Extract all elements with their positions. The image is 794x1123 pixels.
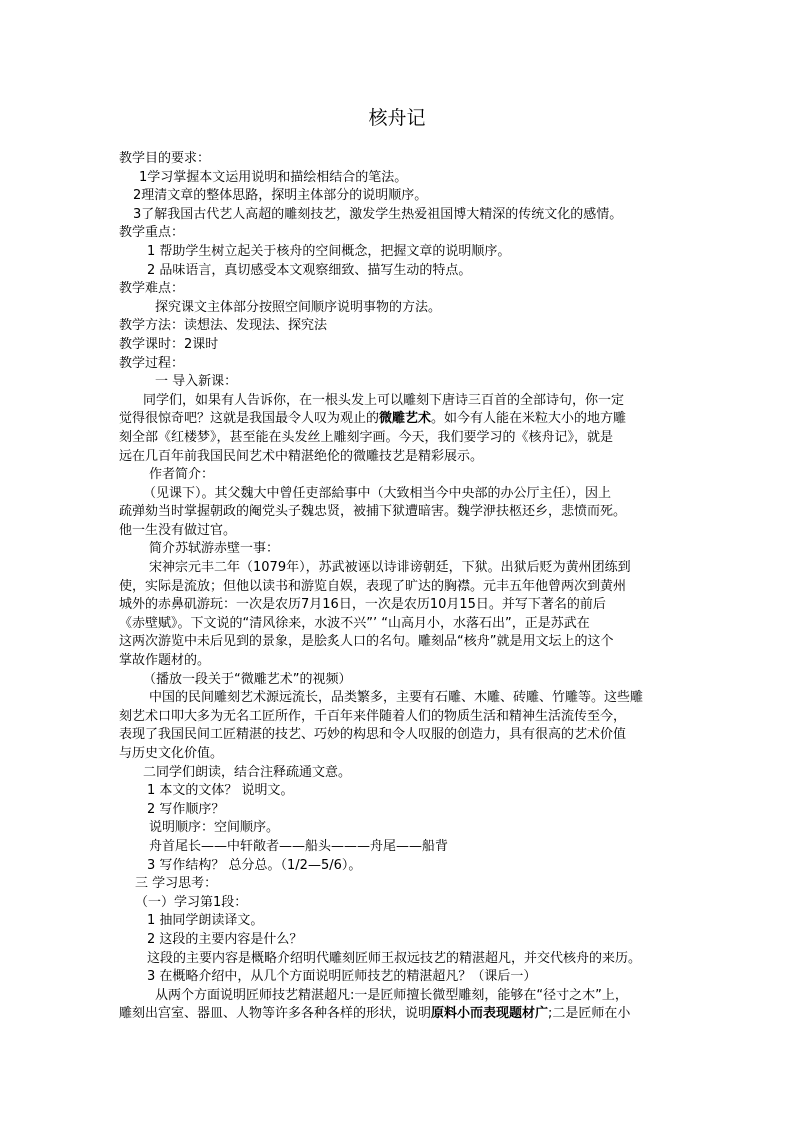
paragraph-line: （见课下）。其父魏大中曾任吏部給事中（大致相当今中央部的办公厅主任），因上 [143,485,612,501]
paragraph-line: 表现了我国民间工匠精湛的技艺、巧妙的构思和令人叹服的创造力，具有很高的艺术价值 [119,727,627,743]
question-item-1: 1 本文的文体？ 说明文。 [147,783,294,799]
bold-term: 微雕艺术 [379,411,432,427]
objective-item-2: 2理清文章的整体思路，探明主体部分的说明顺序。 [133,188,428,204]
paragraph-line: 刻艺术口叩大多为无名工匠所作，千百年来伴随着人们的物质生活和精神生活流传至今， [119,708,627,724]
paragraph-line: 使，实际是流放；但他以读书和游览自娱，表现了旷达的胸襟。元丰五年他曾两次到黄州 [119,578,627,594]
paragraph-line: 城外的赤鼻矶游玩：一次是农历7月16日，一次是农历10月15日。并写下著名的前后 [119,597,606,613]
paragraph-line: 与历史文化价值。 [119,746,224,761]
task-item-3: 3 在概略介绍中，从几个方面说明匠师技艺的精湛超凡？（课后一） [147,969,537,985]
subheading-paragraph-1: （一）学习第1段： [135,894,248,910]
section-heading-key-points: 教学重点： [119,225,185,241]
subheading-su-shi: 简介苏轼游赤壁一事： [149,541,280,557]
key-point-item-1: 1 帮助学生树立起关于核舟的空间概念，把握文章的说明顺序。 [147,243,511,259]
objective-item-1: 1学习掌握本文运用说明和描绘相结合的笔法。 [139,169,408,185]
paragraph-line: 觉得很惊奇吧？这就是我国最令人叹为观止的微雕艺术。如今有人能在米粒大小的地方雕 [119,411,627,427]
document-body [119,150,689,1024]
question-item-2: 2 写作顺序？ [147,801,225,817]
order-sequence: 舟首尾长——中轩敞者——船头———舟尾——船背 [149,838,449,854]
step-heading-intro: 一 导入新课： [155,374,238,390]
paragraph-line: 他一生没有做过官。 [119,522,237,538]
paragraph-line: 远在几百年前我国民间艺术中精湛绝伦的微雕技艺是精彩展示。 [119,448,484,464]
task-item-2: 2 这段的主要内容是什么？ [147,931,303,947]
paragraph-line: 掌故作题材的。 [119,653,211,669]
answer-paragraph: 这段的主要内容是概略介绍明代雕刻匠师王叔远技艺的精湛超凡，并交代核舟的来历。 [147,950,642,966]
objective-item-3: 3了解我国古代艺人高超的雕刻技艺，激发学生热爱祖国博大精深的传统文化的感情。 [133,206,623,222]
section-heading-difficulty: 教学难点： [119,281,185,297]
subheading-author: 作者简介： [149,467,215,483]
paragraph-line: 《赤壁赋》。下文说的“清风徐来，水波不兴”’ “山高月小，水落石出”，正是苏武在 [119,615,590,631]
paragraph-line: 宋神宗元丰二年（1079年），苏武被诬以诗诽谤朝廷，下狱。出狱后贬为黄州团练到 [149,560,631,576]
section-heading-objectives: 教学目的要求： [119,151,211,166]
step-heading-study: 三 学习思考： [135,876,218,892]
document-title: 核舟记 [368,107,426,129]
paragraph-line: 刻全部《红楼梦》，甚至能在头发丝上雕刻字画。今天，我们要学习的《核舟记》，就是 [119,429,614,445]
teaching-hours: 教学课时：2课时 [119,336,219,352]
paragraph-line: 同学们，如果有人告诉你，在一根头发上可以雕刻下唐诗三百首的全部诗句，你一定 [143,392,625,408]
key-point-item-2: 2 品味语言，真切感受本文观察细致、描写生动的特点。 [147,262,472,278]
difficulty-text: 探究课文主体部分按照空间顺序说明事物的方法。 [155,299,442,315]
task-item-1: 1 抽同学朗读译文。 [147,913,264,929]
answer-order: 说明顺序：空间顺序。 [149,820,280,836]
paragraph-line: 雕刻出宫室、器皿、人物等许多各种各样的形状，说明原料小而表现题材广;二是匠师在小 [119,1006,631,1022]
paragraph-line: 中国的民间雕刻艺术源远流长，品类繁多，主要有石雕、木雕、砖雕、竹雕等。这些雕 [149,690,644,706]
paragraph-line: 从两个方面说明匠师技艺精湛超凡:一是匠师擅长微型雕刻，能够在“径寸之木”上， [155,987,628,1003]
bold-term: 原料小而表现题材广 [431,1006,549,1022]
paragraph-line: 这两次游览中未后见到的景象，是脍炙人口的名句。雕刻品“核舟”就是用文坛上的这个 [119,634,614,650]
teaching-methods: 教学方法：读想法、发现法、探究法 [119,318,328,334]
section-heading-process: 教学过程： [119,355,185,371]
step-heading-reading: 二同学们朗读，结合注释疏通文意。 [143,764,352,780]
paragraph-line: 疏弹劾当时掌握朝政的阉党头子魏忠贤，被捕下狱遭暗害。魏学洢扶柩还乡，悲愤而死。 [119,504,627,520]
video-note: （播放一段关于“微雕艺术”的视频） [143,671,352,687]
question-item-3: 3 写作结构？ 总分总。（1/2—5/6）。 [147,857,362,873]
